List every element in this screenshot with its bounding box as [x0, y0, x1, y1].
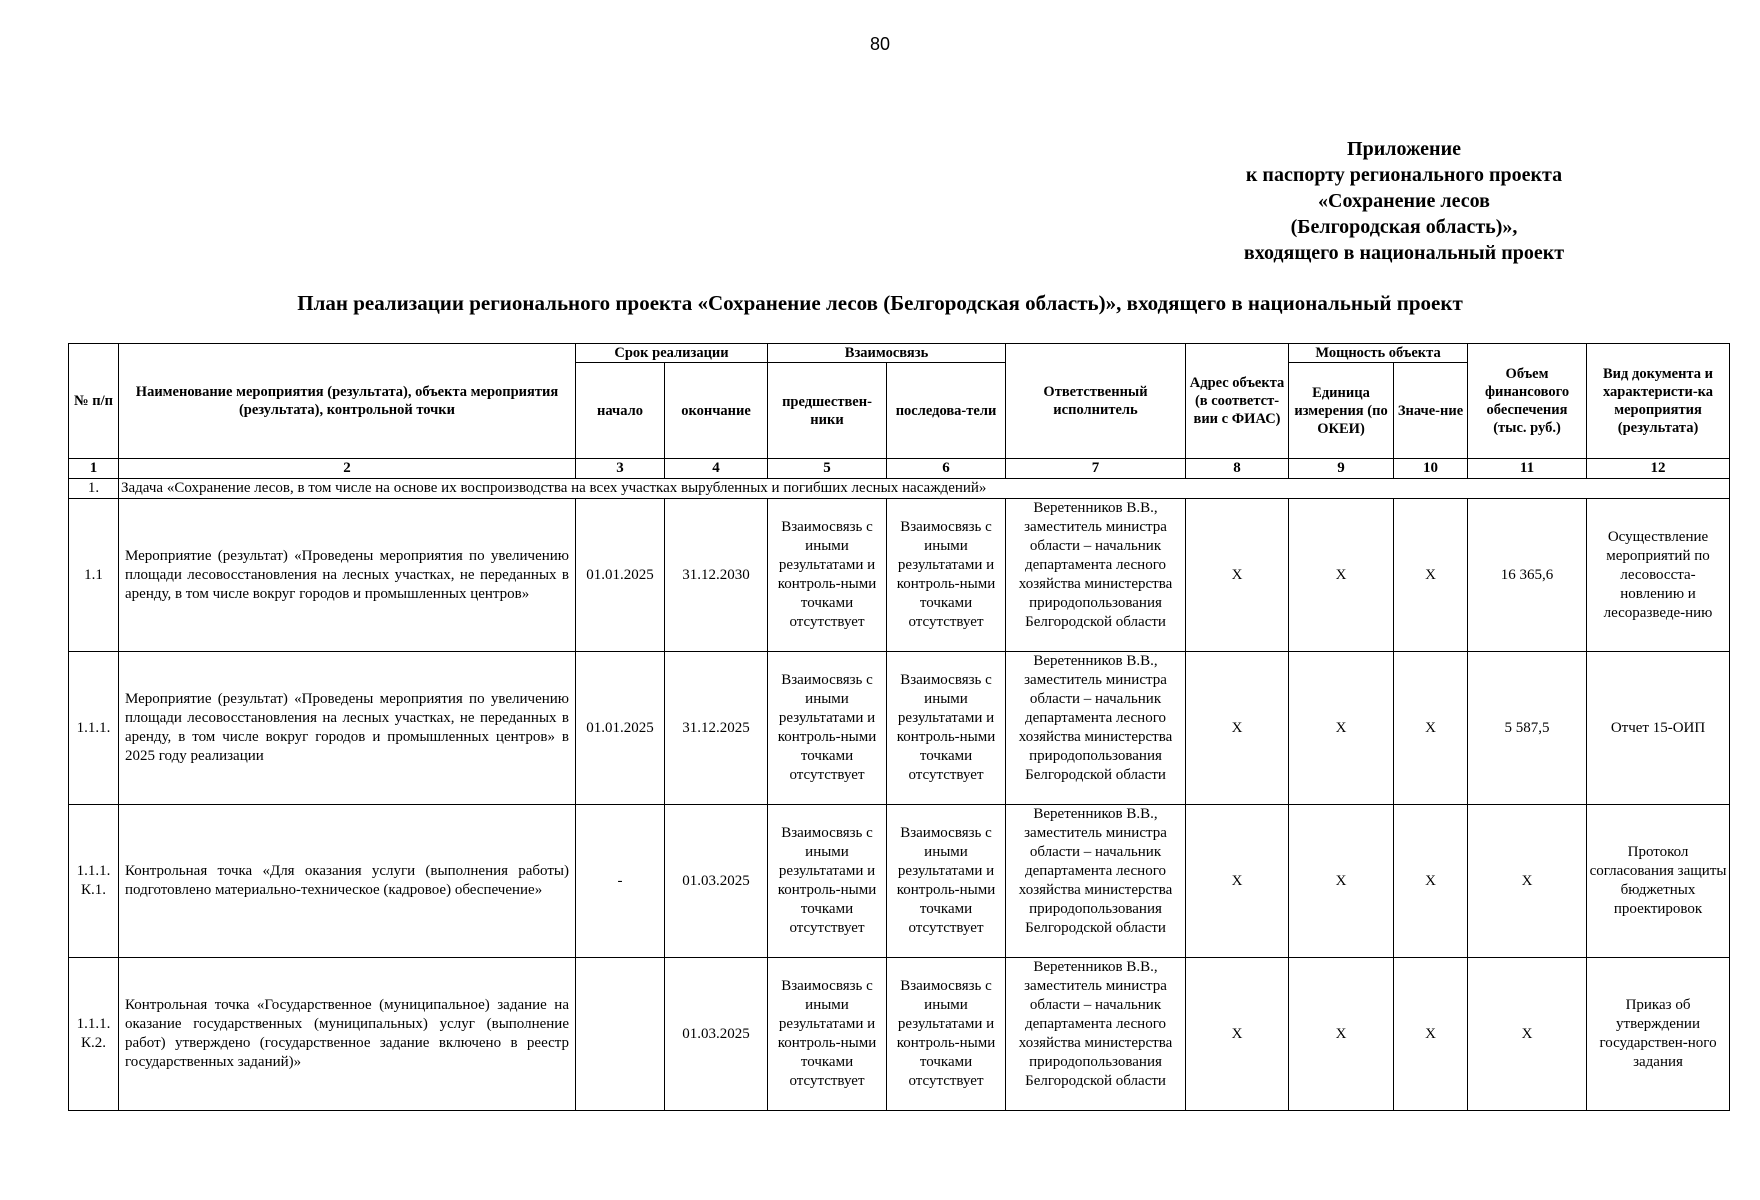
appendix-heading: [1124, 136, 1684, 266]
row-finance: 16 365,6: [1468, 499, 1587, 652]
row-start: 01.01.2025: [576, 652, 665, 805]
row-predecessors: Взаимосвязь с иными результатами и контроль-ными точками отсутствует: [768, 805, 887, 958]
header-end: окончание: [665, 363, 768, 459]
appendix-line: (Белгородская область)»,: [1290, 216, 1518, 238]
row-address: X: [1186, 652, 1289, 805]
row-successors: Взаимосвязь с иными результатами и контроль-ными точками отсутствует: [887, 652, 1006, 805]
row-end: 31.12.2030: [665, 499, 768, 652]
implementation-plan-table: [68, 343, 1730, 1111]
row-successors: Взаимосвязь с иными результатами и контроль-ными точками отсутствует: [887, 499, 1006, 652]
header-relation: Взаимосвязь: [768, 344, 1006, 363]
row-name: Мероприятие (результат) «Проведены мероприятия по увеличению площади лесовосстановления на лесных участках, не переданных в аренду, в том числе вокруг городов и промышленных центров» в 2025 году реализации: [119, 652, 576, 805]
row-end: 01.03.2025: [665, 958, 768, 1111]
column-number: 3: [576, 459, 665, 479]
column-numbers-row: [69, 459, 1730, 479]
header-responsible: Ответственный исполнитель: [1006, 344, 1186, 459]
header-predecessors: предшествен-ники: [768, 363, 887, 459]
column-number: 4: [665, 459, 768, 479]
header-name: Наименование мероприятия (результата), объекта мероприятия (результата), контрольной точки: [119, 344, 576, 459]
row-address: X: [1186, 958, 1289, 1111]
row-responsible: Веретенников В.В., заместитель министра области – начальник департамента лесного хозяйства министерства природопользования Белгородской области: [1006, 499, 1186, 652]
task-row: [69, 479, 1730, 499]
appendix-line: Приложение: [1347, 138, 1461, 160]
column-number: 12: [1587, 459, 1730, 479]
row-num: 1.1.1. К.1.: [69, 805, 119, 958]
header-term: Срок реализации: [576, 344, 768, 363]
column-number: 7: [1006, 459, 1186, 479]
row-num: 1.1: [69, 499, 119, 652]
task-text: Задача «Сохранение лесов, в том числе на основе их воспроизводства на всех участках вырубленных и погибших лесных насаждений»: [119, 479, 1730, 499]
appendix-line: входящего в национальный проект: [1243, 242, 1565, 264]
table-row: [69, 958, 1730, 1111]
row-doc-type: Осуществление мероприятий по лесовосста-новлению и лесоразведе-нию: [1587, 499, 1730, 652]
column-number: 11: [1468, 459, 1587, 479]
row-end: 31.12.2025: [665, 652, 768, 805]
row-finance: X: [1468, 805, 1587, 958]
row-name: Мероприятие (результат) «Проведены мероприятия по увеличению площади лесовосстановления на лесных участках, не переданных в аренду, в том числе вокруг городов и промышленных центров»: [119, 499, 576, 652]
page-number: 80: [869, 34, 891, 54]
column-number: 9: [1289, 459, 1394, 479]
task-num: 1.: [69, 479, 119, 499]
table-row: [69, 805, 1730, 958]
row-unit: X: [1289, 499, 1394, 652]
header-start: начало: [576, 363, 665, 459]
row-end: 01.03.2025: [665, 805, 768, 958]
column-number: 10: [1394, 459, 1468, 479]
plan-title: План реализации регионального проекта «Сохранение лесов (Белгородская область)», входящего в национальный проект: [297, 291, 1463, 315]
row-successors: Взаимосвязь с иными результатами и контроль-ными точками отсутствует: [887, 958, 1006, 1111]
row-responsible: Веретенников В.В., заместитель министра области – начальник департамента лесного хозяйства министерства природопользования Белгородской области: [1006, 805, 1186, 958]
row-finance: X: [1468, 958, 1587, 1111]
header-capacity: Мощность объекта: [1289, 344, 1468, 363]
row-value: X: [1394, 958, 1468, 1111]
header-successors: последова-тели: [887, 363, 1006, 459]
table-row: [69, 652, 1730, 805]
header-address: Адрес объекта (в соответст-вии с ФИАС): [1186, 344, 1289, 459]
row-responsible: Веретенников В.В., заместитель министра области – начальник департамента лесного хозяйства министерства природопользования Белгородской области: [1006, 958, 1186, 1111]
row-value: X: [1394, 805, 1468, 958]
row-doc-type: Отчет 15-ОИП: [1587, 652, 1730, 805]
row-name: Контрольная точка «Для оказания услуги (выполнения работы) подготовлено материально-техническое (кадровое) обеспечение»: [119, 805, 576, 958]
row-unit: X: [1289, 958, 1394, 1111]
header-value: Значе-ние: [1394, 363, 1468, 459]
appendix-line: «Сохранение лесов: [1318, 190, 1490, 212]
header-finance: Объем финансового обеспечения (тыс. руб.): [1468, 344, 1587, 459]
column-number: 6: [887, 459, 1006, 479]
column-number: 1: [69, 459, 119, 479]
row-num: 1.1.1.: [69, 652, 119, 805]
row-value: X: [1394, 499, 1468, 652]
row-name: Контрольная точка «Государственное (муниципальное) задание на оказание государственных (муниципальных) услуг (выполнение работ) утверждено (государственное задание включено в реестр государственных заданий)»: [119, 958, 576, 1111]
row-start: 01.01.2025: [576, 499, 665, 652]
row-finance: 5 587,5: [1468, 652, 1587, 805]
row-doc-type: Протокол согласования защиты бюджетных проектировок: [1587, 805, 1730, 958]
header-num: № п/п: [69, 344, 119, 459]
row-address: X: [1186, 805, 1289, 958]
row-start: -: [576, 805, 665, 958]
column-number: 2: [119, 459, 576, 479]
column-number: 5: [768, 459, 887, 479]
row-predecessors: Взаимосвязь с иными результатами и контроль-ными точками отсутствует: [768, 652, 887, 805]
row-predecessors: Взаимосвязь с иными результатами и контроль-ными точками отсутствует: [768, 499, 887, 652]
row-value: X: [1394, 652, 1468, 805]
header-unit: Единица измерения (по ОКЕИ): [1289, 363, 1394, 459]
table-row: [69, 499, 1730, 652]
row-num: 1.1.1. К.2.: [69, 958, 119, 1111]
row-doc-type: Приказ об утверждении государствен-ного задания: [1587, 958, 1730, 1111]
row-responsible: Веретенников В.В., заместитель министра области – начальник департамента лесного хозяйства министерства природопользования Белгородской области: [1006, 652, 1186, 805]
column-number: 8: [1186, 459, 1289, 479]
row-address: X: [1186, 499, 1289, 652]
row-unit: X: [1289, 652, 1394, 805]
row-successors: Взаимосвязь с иными результатами и контроль-ными точками отсутствует: [887, 805, 1006, 958]
appendix-line: к паспорту регионального проекта: [1245, 164, 1563, 186]
row-start: [576, 958, 665, 1111]
row-unit: X: [1289, 805, 1394, 958]
header-doc-type: Вид документа и характеристи-ка мероприятия (результата): [1587, 344, 1730, 459]
row-predecessors: Взаимосвязь с иными результатами и контроль-ными точками отсутствует: [768, 958, 887, 1111]
